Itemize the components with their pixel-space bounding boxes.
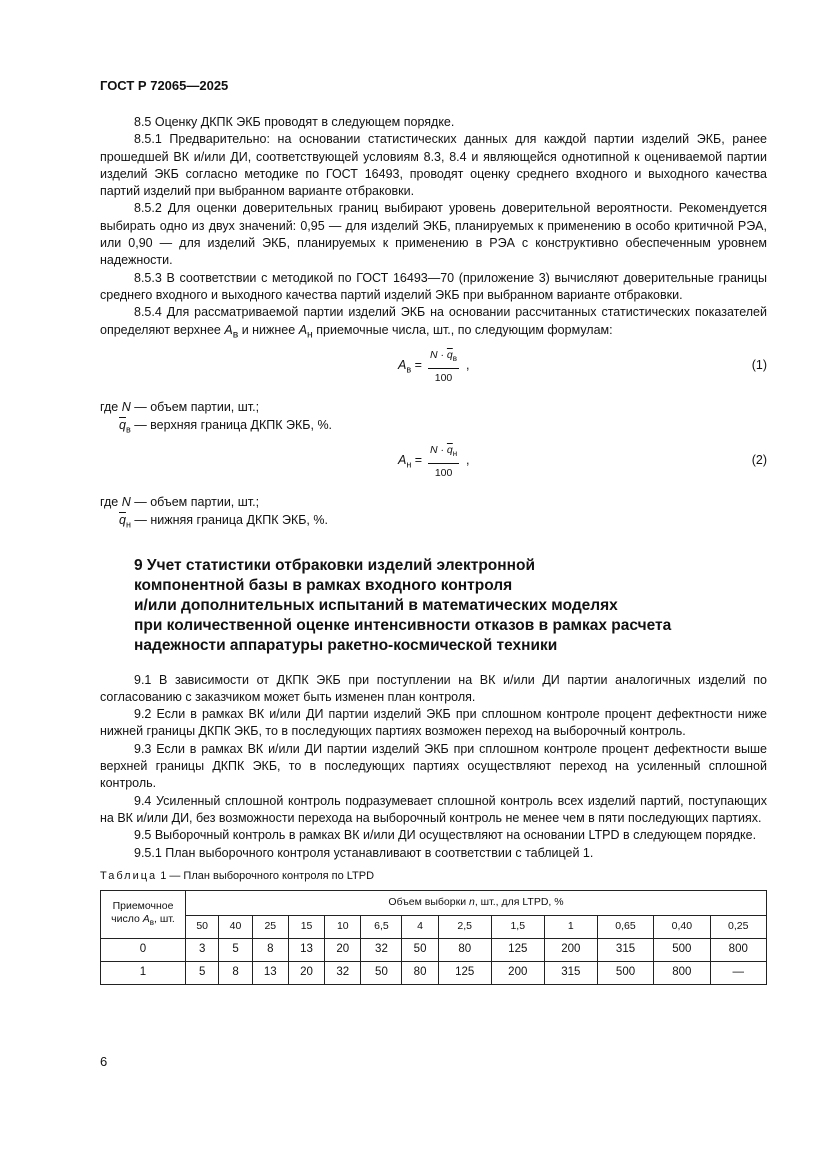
- table-1: [100, 890, 767, 985]
- table-cell: 125: [491, 939, 544, 962]
- table-row-header: Приемочное число $A_в$, шт.: [101, 891, 186, 939]
- paragraph-9-5: 9.5 Выборочный контроль в рамках ВК и/или ДИ осуществляют на основании LTPD в следующем порядке.: [134, 828, 757, 843]
- paragraph-8-5-4: 8.5.4 Для рассматриваемой партии изделий ЭКБ на основании рассчитанных статистических показателей определяют верхнее $A_в$ и нижнее $A_н$ приемочные числа, шт., по следующим формулам:: [100, 305, 767, 341]
- table-cell: 80: [402, 962, 438, 985]
- table-cell: 500: [654, 939, 710, 962]
- table-1-caption: Таблица 1 — План выборочного контроля по LTPD: [100, 869, 375, 882]
- ltpd-cell: 10: [325, 916, 361, 939]
- paragraph-8-5: 8.5 Оценку ДКПК ЭКБ проводят в следующем порядке.: [134, 115, 455, 129]
- table-cell: 20: [288, 962, 324, 985]
- table-cell: 200: [491, 962, 544, 985]
- table-cell: 32: [361, 939, 402, 962]
- acceptance-number-cell: 1: [101, 962, 186, 985]
- ltpd-cell: 1: [544, 916, 597, 939]
- table-cell: 800: [710, 939, 766, 962]
- formula-2-legend: [100, 494, 767, 533]
- paragraph-9-1: 9.1 В зависимости от ДКПК ЭКБ при поступлении на ВК и/или ДИ партии аналогичных изделий по согласованию с заказчиком может быть изменен план контроля.: [100, 672, 767, 704]
- table-cell: 32: [325, 962, 361, 985]
- ltpd-cell: 0,25: [710, 916, 766, 939]
- formula-1-number: (1): [751, 358, 767, 373]
- formula-1-fraction: $N \cdot \overline{q}_в$ 100: [430, 349, 458, 384]
- table-cell: 200: [544, 939, 597, 962]
- table-cell: 5: [186, 962, 219, 985]
- legend-1-line-1: где N — объем партии, шт.;: [100, 400, 260, 415]
- paragraph-8-5-2: 8.5.2 Для оценки доверительных границ выбирают уровень доверительной вероятности. Рекомендуется выбирать одно из двух значений: 0,95 — для изделий ЭКБ, планируемых к применению в особо критичной РЭА, или 0,90 — для изделий ЭКБ, планируемых к применению в РЭА с конструктивно обеспеченным уровнем надежности.: [100, 201, 767, 268]
- table-cell: 8: [219, 962, 252, 985]
- ltpd-cell: 0,65: [597, 916, 653, 939]
- paragraph-9-3: 9.3 Если в рамках ВК и/или ДИ партии изделий ЭКБ при сплошном контроле процент дефектности выше верхней границы ДКПК ЭКБ, то в последующих партиях осуществляют переход на усиленный сплошной контроль.: [100, 741, 767, 791]
- table-cell: 8: [252, 939, 288, 962]
- table-row: [101, 939, 767, 962]
- table-cell: 3: [186, 939, 219, 962]
- ltpd-cell: 2,5: [438, 916, 491, 939]
- table-cell: 50: [402, 939, 438, 962]
- page-number: 6: [100, 1054, 108, 1069]
- formula-1-lhs: $A_в$ =: [398, 358, 422, 375]
- table-cell: 125: [438, 962, 491, 985]
- legend-2-line-2: $\overline{q}_н$ — нижняя граница ДКПК ЭКБ, %.: [119, 512, 328, 530]
- formula-2-number: (2): [751, 453, 767, 468]
- table-cell: 800: [654, 962, 710, 985]
- table-cell: —: [710, 962, 766, 985]
- formula-2-fraction: $N \cdot \overline{q}_н$ 100: [430, 444, 458, 479]
- ltpd-cell: 1,5: [491, 916, 544, 939]
- table-cell: 5: [219, 939, 252, 962]
- paragraph-9-5-1: 9.5.1 План выборочного контроля устанавливают в соответствии с таблицей 1.: [134, 845, 594, 860]
- formula-2-lhs: $A_н$ =: [398, 453, 423, 470]
- paragraph-9-2: 9.2 Если в рамках ВК и/или ДИ партии изделий ЭКБ при сплошном контроле процент дефектности ниже нижней границы ДКПК ЭКБ, то в последующих партиях возможен переход на выборочный контроль.: [100, 707, 767, 739]
- table-cell: 315: [597, 939, 653, 962]
- ltpd-cell: 4: [402, 916, 438, 939]
- legend-1-line-2: $\overline{q}_в$ — верхняя граница ДКПК ЭКБ, %.: [119, 417, 333, 435]
- ltpd-cell: 25: [252, 916, 288, 939]
- formula-2: $A_н$ = $N \cdot \overline{q}_н$ 100 , (2): [100, 438, 767, 494]
- table-cell: 500: [597, 962, 653, 985]
- table-row: [101, 962, 767, 985]
- table-ltpd-row: [101, 916, 767, 939]
- ltpd-cell: 15: [288, 916, 324, 939]
- paragraph-8-5-3: 8.5.3 В соответствии с методикой по ГОСТ 16493—70 (приложение 3) вычисляют доверительные границы среднего входного и выходного качества партий изделий ЭКБ при выбранном варианте отбраковки.: [100, 270, 767, 302]
- section-9-title: 9 Учет статистики отбраковки изделий электронной компонентной базы в рамках входного контроля и/или дополнительных испытаний в математических моделях при количественной оценке интенсивности отказов в рамках расчета надежности аппаратуры ракетно-космической техники: [134, 556, 672, 654]
- formula-1: $A_в$ = $N \cdot \overline{q}_в$ 100 , (1): [100, 343, 767, 399]
- table-cell: 315: [544, 962, 597, 985]
- page-content: [100, 114, 767, 985]
- paragraph-8-5-1: 8.5.1 Предварительно: на основании статистических данных для каждой партии изделий ЭКБ, ранее прошедшей ВК и/или ДИ, соответствующей условиям 8.3, 8.4 и являющейся однотипной к оцениваемой партии изделий ЭКБ согласно методике по ГОСТ 16493, проводят оценку среднего входного и выходного качества партий изделий при выбранном варианте отбраковки.: [100, 132, 767, 199]
- table-cell: 13: [252, 962, 288, 985]
- table-cell: 13: [288, 939, 324, 962]
- ltpd-cell: 0,40: [654, 916, 710, 939]
- table-cell: 80: [438, 939, 491, 962]
- table-cell: 20: [325, 939, 361, 962]
- table-group-header: Объем выборки n, шт., для LTPD, %: [186, 891, 767, 916]
- ltpd-cell: 40: [219, 916, 252, 939]
- acceptance-number-cell: 0: [101, 939, 186, 962]
- formula-1-legend: [100, 399, 767, 438]
- ltpd-cell: 50: [186, 916, 219, 939]
- legend-2-line-1: где N — объем партии, шт.;: [100, 495, 260, 510]
- table-cell: 50: [361, 962, 402, 985]
- paragraph-9-4: 9.4 Усиленный сплошной контроль подразумевает сплошной контроль всех изделий партий, поступающих на ВК и/или ДИ, без возможности перехода на выборочный контроль не менее чем в пяти последующих партиях.: [100, 793, 767, 825]
- ltpd-cell: 6,5: [361, 916, 402, 939]
- document-header: ГОСТ Р 72065—2025: [100, 78, 229, 93]
